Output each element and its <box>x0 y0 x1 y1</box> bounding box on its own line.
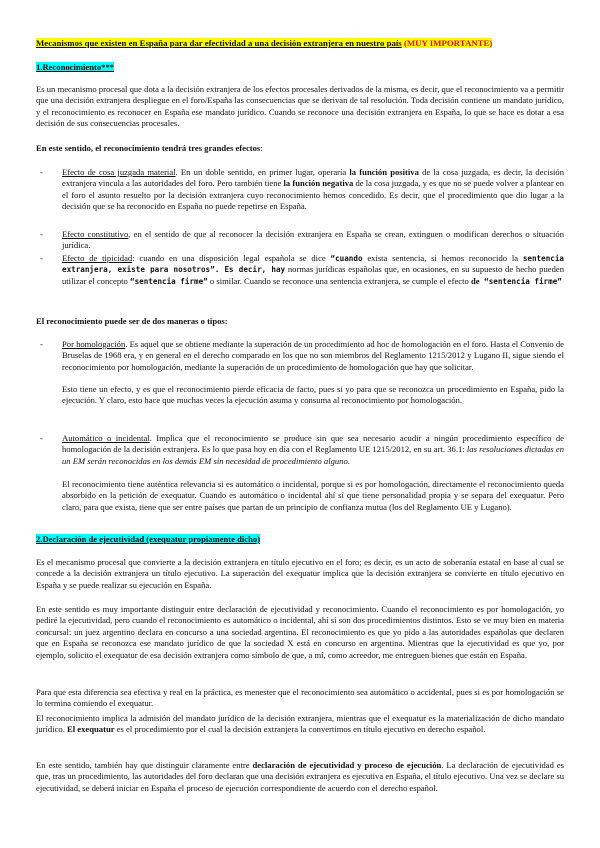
title-note: (MUY IMPORTANTE) <box>401 38 493 48</box>
effect-cosa-juzgada: - Efecto de cosa juzgada material. En un doble sentido, en primer lugar, operaría la función positiva de la cosa juzgada, es decir, la decisión extranjera vincula a las autoridades del foro. Pero también tiene la función negativa de la cosa juzgada, y es que no se puede volver a plantear en el foro el asunto resuelto por la decisión extranjera cuyo reconocimiento hemos concedido. Es decir, que el procedimiento que dio lugar a la decisión que se ha reconocido en España no puede repetirse en España. <box>40 167 564 212</box>
way-homologacion-cont: Esto tiene un efecto, y es que el reconocimiento pierde eficacia de facto, pues si yo para que se reconozca un procedimiento en España, pido la ejecución. Y claro, esto hace que muchas veces la ejecución asuma y consuma al reconocimiento por homologación. <box>62 384 564 406</box>
s2-paragraph-5: En este sentido, también hay que distinguir claramente entre declaración de ejecutividad y proceso de ejecución. La declaración de ejecutividad es que, tras un procedimiento, las autoridades del foro declaran que una decisión extranjera es ejecutiva en España, el título ejecutivo. Una vez se declare su ejecutividad, se deberá iniciar en España el proceso de ejecución correspondiente de acuerdo con el derecho español. <box>36 760 564 793</box>
document-title <box>36 38 564 49</box>
s2-paragraph-2: En este sentido es muy importante distinguir entre declaración de ejecutividad y reconocimiento. Cuando el reconocimiento es por homologación, yo pediré la ejecutividad, pero cuando el reconocimiento es automático o incidental, ahí sí son dos procedimientos distintos. Esto se ve muy bien en materia concursal: un juez argentino declara en concurso a una sociedad argentina. El reconocimiento es que yo pido a las autoridades españolas que declaren que en España se reconozca ese mandato jurídico de que la sociedad X está en concurso en argentina. Mientras que la ejecutividad es que yo, por ejemplo, solicito el exequatur de esa decisión extranjera como símbolo de que, a mí, como acreedor, me entreguen bienes que están en España. <box>36 604 564 660</box>
effects-intro: En este sentido, el reconocimiento tendrá tres grandes efectos: <box>36 143 263 153</box>
s2-paragraph-4: El reconocimiento implica la admisión del mandato jurídico de la decisión extranjera, mientras que el exequatur es la materialización de dicho mandato jurídico. El exequatur es el procedimiento por el cual la decisión extranjera la convertimos en título ejecutivo en derecho español. <box>36 713 564 735</box>
s1-paragraph-1: Es un mecanismo procesal que dota a la decisión extranjera de los efectos procesales derivados de la misma, es decir, que el reconocimiento va a permitir que una decisión extranjera despliegue en el foro/España las consecuencias que se derivan de tal resolución. Toda decisión contiene un mandato jurídico, y el reconocimiento es reconocer en España ese mandato jurídico. Cuando se reconoce una decisión extranjera en España, lo que se hace es dotar a esa decisión de sus consecuencias procesales. <box>36 84 564 129</box>
effect-tipicidad: - Efecto de tipicidad: cuando en una disposición legal española se dice “cuando exista sentencia, si hemos reconocido la sentencia extranjera, existe para nosotros”. Es decir, hay normas jurídicas españolas que, en ocasiones, en su supuesto de hecho pueden utilizar el concepto “sentencia firme” o similar. Cuando se reconoce una sentencia extranjera, se cumple el efecto de “sentencia firme” <box>40 253 564 286</box>
section-1-heading: 1.Reconocimiento*** <box>36 62 115 72</box>
way-automatico: - Automático o incidental. Implica que el reconocimiento se produce sin que sea necesario acudir a ningún procedimiento específico de homologación de la decisión extranjera. Es lo que pasa hoy en día con el Reglamento UE 1215/2012, en su art. 36.1: las resoluciones dictadas en un EM serán reconocidas en los demás EM sin necesidad de procedimiento alguno. <box>40 433 564 466</box>
s2-paragraph-1: Es el mecanismo procesal que convierte a la decisión extranjera en título ejecutivo en el foro; es decir, es un acto de soberanía estatal en base al cual se concede a la decisión extranjera un título ejecutivo. La superación del exequatur implica que la decisión extranjera se convierte en título ejecutivo en España y se puede realizar su ejecución en España. <box>36 557 564 590</box>
way-automatico-cont: El reconocimiento tiene auténtica relevancia si es automático o incidental, porque si es por homologación, directamente el reconocimiento queda absorbido en la petición de exequatur. Cuando es automático o incidental ahí sí que tiene personalidad propia y se separa del exequatur. Pero claro, para que exista, tiene que ser entre países que partan de un principio de confianza mutua (los del Reglamento UE y Lugano). <box>62 479 564 512</box>
way-homologacion: - Por homologación. Es aquel que se obtiene mediante la superación de un procedimiento ad hoc de homologación en el foro. Hasta el Convenio de Bruselas de 1968 era, y en general en el derecho comparado en los que no son miembros del Reglamento 1215/2012 y Lugano II, sigue siendo el reconocimiento por homologación, mediante la superación de un procedimiento de homologación que hay que solicitar. <box>40 339 564 372</box>
section-2-heading: 2.Declaración de ejecutividad (exequatur propiamente dicho) <box>36 534 261 544</box>
title-main: Mecanismos que existen en España para dar efectividad a una decisión extranjera en nuestro país <box>36 38 402 48</box>
effect-constitutivo: - Efecto constitutivo, en el sentido de que al reconocer la decisión extranjera en España se crean, extinguen o modifican derechos o situación jurídica. <box>40 229 565 251</box>
s2-paragraph-3: Para que esta diferencia sea efectiva y real en la práctica, es menester que el reconocimiento sea automático o accidental, pues si es por homologación se lo termina comiendo el exequatur. <box>36 687 564 709</box>
ways-intro: El reconocimiento puede ser de dos maneras o tipos: <box>36 316 228 326</box>
